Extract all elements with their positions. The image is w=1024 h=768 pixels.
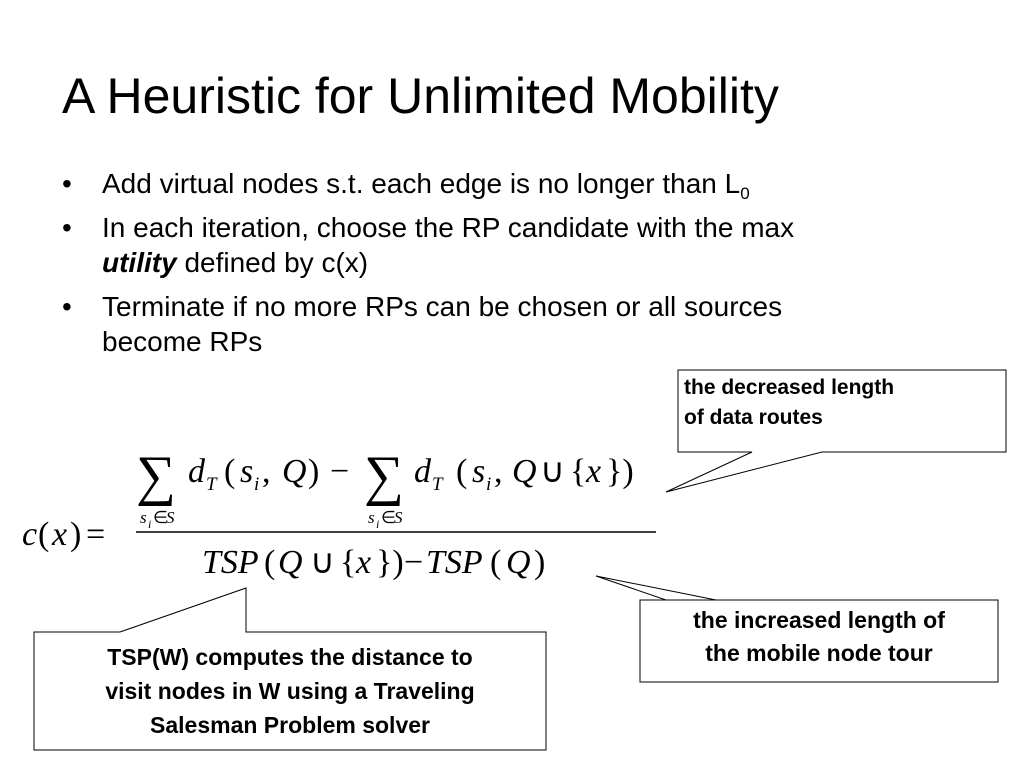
- svg-text:): ): [534, 544, 546, 581]
- svg-text:s: s: [240, 453, 254, 490]
- svg-text:i: i: [148, 517, 152, 531]
- svg-text:T: T: [206, 474, 217, 495]
- callout-line: Salesman Problem solver: [150, 712, 430, 738]
- svg-text:−: −: [404, 544, 424, 581]
- svg-text:): ): [308, 453, 320, 490]
- svg-text:x: x: [52, 516, 68, 553]
- bullet-symbol: •: [62, 212, 72, 243]
- svg-text:x: x: [586, 453, 602, 490]
- callout-line: visit nodes in W using a Traveling: [105, 678, 475, 704]
- svg-text:{: {: [570, 453, 587, 490]
- svg-text:(: (: [38, 516, 50, 553]
- svg-text:x: x: [356, 544, 372, 581]
- bullet-text: Terminate if no more RPs can be chosen or all sources: [102, 291, 783, 322]
- svg-text:,: ,: [262, 453, 271, 490]
- callout-line: the mobile node tour: [705, 640, 933, 666]
- svg-text:d: d: [188, 453, 205, 490]
- callout-increased-length: [640, 604, 998, 670]
- bullet-subscript: 0: [740, 184, 750, 203]
- svg-text:∑: ∑: [364, 445, 404, 507]
- bullet-text: Add virtual nodes s.t. each edge is no longer than L: [102, 168, 741, 199]
- svg-text:): ): [70, 516, 82, 553]
- bullet-text-line2: become RPs: [102, 326, 263, 357]
- svg-text:s: s: [368, 508, 375, 527]
- bullet-emphasis: utility: [102, 247, 177, 278]
- svg-text:d: d: [414, 453, 431, 490]
- bullet-symbol: •: [62, 291, 72, 322]
- callout-line: TSP(W) computes the distance to: [107, 644, 473, 670]
- svg-text:TSP: TSP: [202, 544, 259, 581]
- svg-text:=: =: [86, 516, 106, 553]
- callout-line: the decreased length: [684, 376, 895, 399]
- svg-text:}): }): [376, 544, 404, 581]
- svg-text:i: i: [254, 474, 260, 495]
- svg-text:s: s: [472, 453, 486, 490]
- callout-line: of data routes: [684, 406, 823, 429]
- svg-text:Q: Q: [278, 544, 303, 581]
- svg-text:i: i: [376, 517, 380, 531]
- slide-title: A Heuristic for Unlimited Mobility: [62, 68, 779, 124]
- svg-text:TSP: TSP: [426, 544, 483, 581]
- svg-text:Q: Q: [282, 453, 307, 490]
- svg-text:{: {: [340, 544, 357, 581]
- svg-text:S: S: [394, 508, 403, 527]
- svg-text:∪: ∪: [310, 544, 335, 581]
- svg-text:(: (: [456, 453, 468, 490]
- svg-text:Q: Q: [512, 453, 537, 490]
- svg-text:}): }): [606, 453, 634, 490]
- svg-text:∑: ∑: [136, 445, 176, 507]
- svg-text:c: c: [22, 516, 38, 553]
- bullet-text-rest: defined by c(x): [176, 247, 369, 278]
- svg-text:∪: ∪: [540, 453, 565, 490]
- svg-text:,: ,: [494, 453, 503, 490]
- bullet-symbol: •: [62, 168, 72, 199]
- svg-text:T: T: [432, 474, 443, 495]
- callout-decreased-length: [684, 373, 894, 433]
- svg-text:(: (: [264, 544, 276, 581]
- svg-text:∈: ∈: [153, 508, 168, 527]
- svg-text:(: (: [490, 544, 502, 581]
- svg-text:(: (: [224, 453, 236, 490]
- svg-text:s: s: [140, 508, 147, 527]
- callout-line: the increased length of: [693, 607, 945, 633]
- svg-text:i: i: [486, 474, 492, 495]
- svg-text:−: −: [330, 453, 350, 490]
- svg-text:S: S: [166, 508, 175, 527]
- svg-text:Q: Q: [506, 544, 531, 581]
- callout-tsp-description: [34, 640, 546, 742]
- svg-text:∈: ∈: [381, 508, 396, 527]
- bullet-text: In each iteration, choose the RP candidate with the max: [102, 212, 795, 243]
